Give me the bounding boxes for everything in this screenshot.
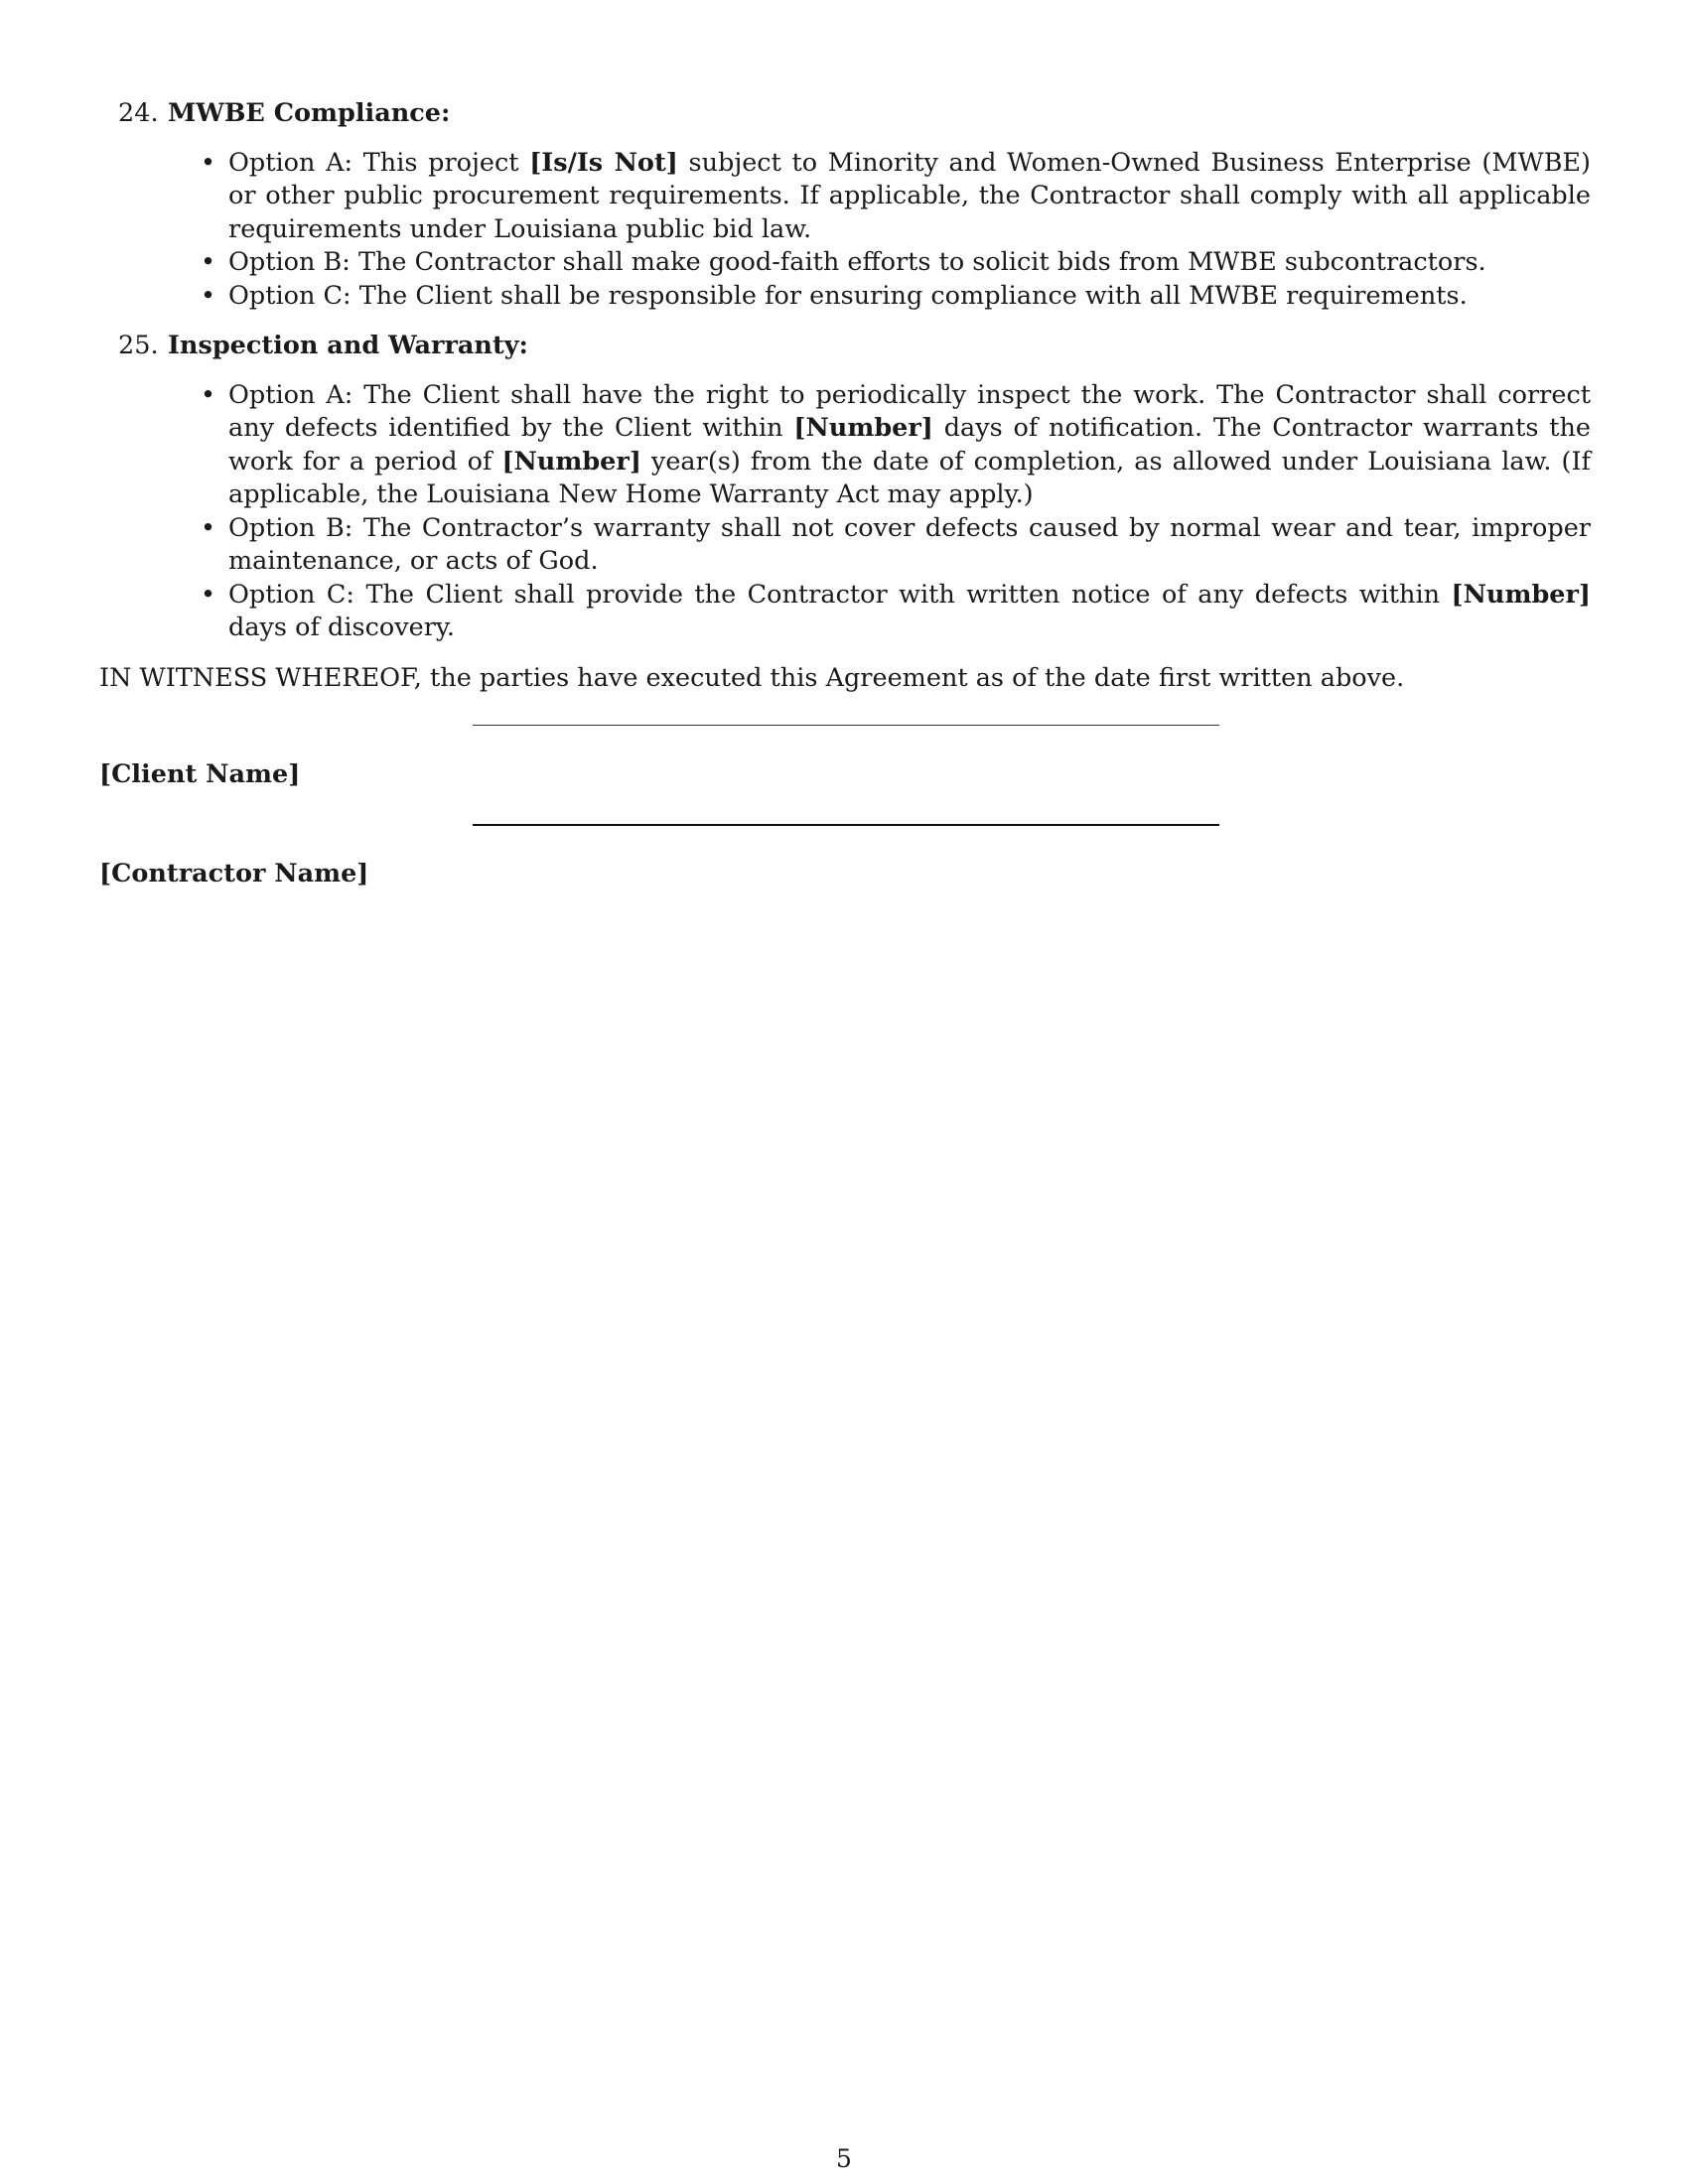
option-text: Option C: The Client shall provide the Contractor with written notice of any defects within xyxy=(228,579,1452,610)
section-heading xyxy=(99,97,1591,131)
option-item xyxy=(201,280,1591,314)
option-text: Option A: The Client shall have the right to periodically inspect the work. The Contractor shall correct any defects identified by the Client within xyxy=(228,379,1591,443)
section-number: 24. xyxy=(118,98,159,128)
bullet-icon: • xyxy=(201,147,216,178)
witness-statement: IN WITNESS WHEREOF, the parties have executed this Agreement as of the date first written above. xyxy=(99,662,1405,693)
contractor-name-label: [Contractor Name] xyxy=(99,858,369,888)
section-heading xyxy=(99,330,1591,363)
bullet-icon: • xyxy=(201,579,216,610)
placeholder-field: [Number] xyxy=(1451,579,1591,610)
option-item xyxy=(201,379,1591,512)
option-text: Option A: This project xyxy=(228,147,530,178)
bullet-icon: • xyxy=(201,512,216,543)
placeholder-field: [Number] xyxy=(501,446,641,477)
option-list xyxy=(99,379,1591,645)
option-text: days of discovery. xyxy=(228,613,456,642)
client-name-label: [Client Name] xyxy=(99,758,301,789)
page-number: 5 xyxy=(836,2144,852,2173)
bullet-icon: • xyxy=(201,247,216,277)
bullet-icon: • xyxy=(201,280,216,311)
section-spacer xyxy=(99,313,1591,330)
option-text: Option B: The Contractor’s warranty shall not cover defects caused by normal wear and tear, improper maintenance, or acts of God. xyxy=(228,512,1591,576)
section-number: 25. xyxy=(118,331,159,360)
signature-block-contractor xyxy=(99,816,1591,915)
signature-line-contractor[interactable] xyxy=(473,824,1219,826)
option-item xyxy=(201,147,1591,247)
option-list xyxy=(99,147,1591,314)
signature-line-client[interactable] xyxy=(473,725,1219,726)
option-text: Option C: The Client shall be responsible for ensuring compliance with all MWBE requirements. xyxy=(228,280,1468,311)
option-text: subject to Minority and Women-Owned Business Enterprise (MWBE) or other public procurement requirements. If applicable, the Contractor shall comply with all applicable requirements under Louisiana public bid law. xyxy=(228,147,1591,244)
option-item xyxy=(201,579,1591,645)
option-item xyxy=(201,512,1591,579)
option-text: year(s) from the date of completion, as allowed under Louisiana law. (If applicable, the Louisiana New Home Warranty Act may apply.) xyxy=(228,446,1591,509)
signature-block-client xyxy=(99,717,1591,816)
document-body xyxy=(99,97,1591,915)
placeholder-field: [Number] xyxy=(793,413,933,443)
bullet-icon: • xyxy=(201,379,216,410)
section-title: Inspection and Warranty: xyxy=(168,331,528,360)
section-inspection-warranty xyxy=(99,330,1591,645)
section-mwbe-compliance xyxy=(99,97,1591,313)
option-item xyxy=(201,246,1591,280)
option-text: days of notification. The Contractor warrants the work for a period of xyxy=(228,413,1591,477)
placeholder-field: [Is/Is Not] xyxy=(529,147,678,178)
section-title: MWBE Compliance: xyxy=(168,98,451,128)
option-text: Option B: The Contractor shall make good-faith efforts to solicit bids from MWBE subcontractors. xyxy=(228,247,1486,277)
